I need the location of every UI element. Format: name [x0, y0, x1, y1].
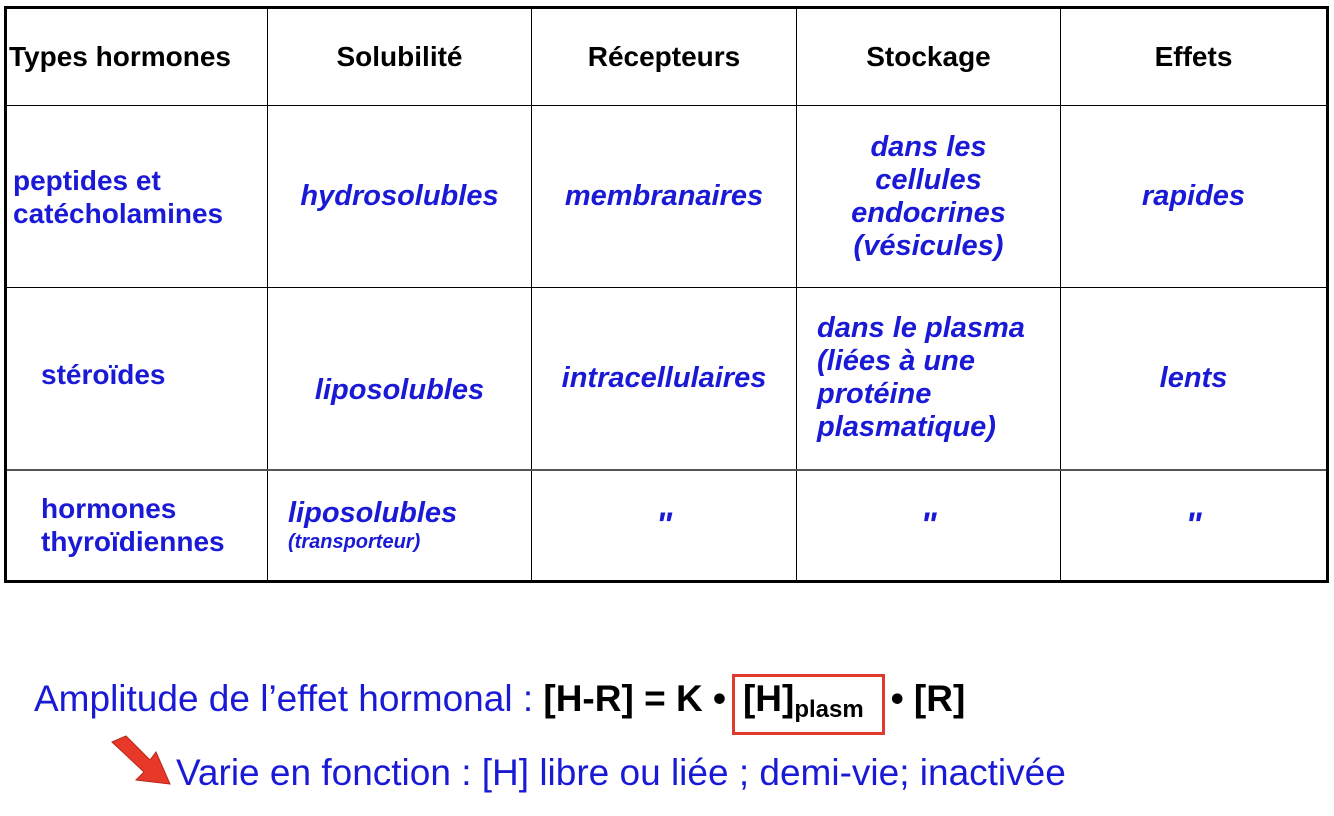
type-line: hormones: [41, 493, 177, 525]
formula-equals: =: [633, 678, 676, 719]
formula-h-sub: plasm: [794, 696, 864, 723]
header-solubilite: Solubilité: [268, 8, 532, 106]
stockage-line: endocrines: [851, 196, 1006, 229]
solubilite-cell: liposolubles: [268, 288, 532, 470]
type-line: thyroïdiennes: [41, 526, 225, 558]
stockage-line: (liées à une: [817, 345, 975, 378]
formula-r: • [R]: [890, 678, 966, 719]
stockage-cell: [797, 288, 1061, 470]
effets-cell: lents: [1061, 288, 1328, 470]
header-stockage: Stockage: [797, 8, 1061, 106]
recepteurs-ditto: ": [532, 470, 797, 582]
formula-label: Amplitude de l’effet hormonal :: [34, 678, 544, 719]
solubilite-cell: [268, 470, 532, 582]
stockage-line: cellules: [875, 163, 982, 196]
solubilite-note: (transporteur): [288, 530, 421, 553]
stockage-line: (vésicules): [853, 229, 1004, 262]
solubilite-value: liposolubles: [288, 496, 458, 529]
effets-ditto: ": [1061, 470, 1328, 582]
recepteurs-cell: intracellulaires: [532, 288, 797, 470]
hormone-table: [4, 6, 1329, 583]
varie-note: Varie en fonction : [H] libre ou liée ; demi-vie; inactivée: [176, 752, 1066, 793]
header-row: [6, 8, 1328, 106]
formula-k: K •: [675, 678, 726, 719]
formula-h-plasm-box: [732, 674, 885, 735]
stockage-line: protéine: [817, 378, 932, 411]
stockage-cell: [797, 106, 1061, 288]
type-line: catécholamines: [13, 197, 224, 229]
table-row: [6, 288, 1328, 470]
stockage-line: dans les: [870, 130, 987, 163]
formula-hr: [H-R]: [543, 678, 634, 719]
red-arrow-icon: [108, 734, 178, 790]
solubilite-cell: hydrosolubles: [268, 106, 532, 288]
type-cell: [6, 106, 268, 288]
header-recepteurs: Récepteurs: [532, 8, 797, 106]
stockage-line: plasmatique): [817, 411, 996, 444]
formula-h: [H]: [742, 678, 795, 719]
stockage-ditto: ": [797, 470, 1061, 582]
header-types: Types hormones: [6, 8, 268, 106]
table-row: [6, 470, 1328, 582]
type-line: peptides et: [13, 164, 161, 196]
type-cell: [6, 288, 268, 470]
type-line: stéroïdes: [41, 358, 166, 390]
amplitude-formula: [34, 674, 965, 724]
type-cell: [6, 470, 268, 582]
table-row: [6, 106, 1328, 288]
stockage-line: dans le plasma: [817, 312, 1025, 345]
effets-cell: rapides: [1061, 106, 1328, 288]
recepteurs-cell: membranaires: [532, 106, 797, 288]
header-effets: Effets: [1061, 8, 1328, 106]
